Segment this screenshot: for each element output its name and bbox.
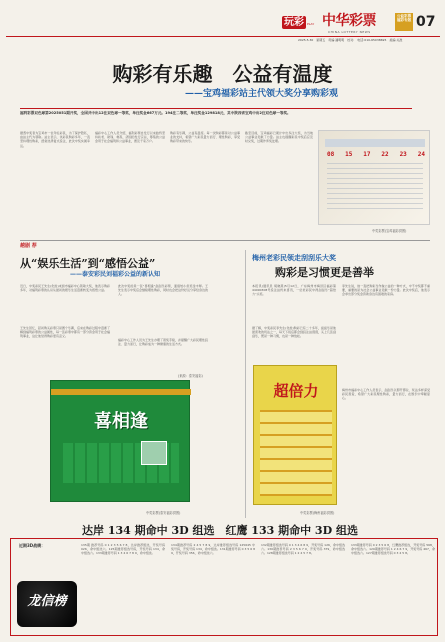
page-number: 07 <box>416 14 436 30</box>
right-col-3: 梅州市福彩中心工作人员表示，刮刮乐以即开即兑、玩法多样深受彩民喜爱，希望广大彩民理性购彩，量力而行，在娱乐中奉献爱心。 <box>342 388 430 401</box>
top-col-3: 购彩有乐趣，公益有温度。每一次购彩都是对公益事业的支持，希望广大彩民量力而行、理性购彩，享受购彩带来的快乐。 <box>170 131 240 144</box>
left-col-3: 此次中奖的是一张“喜相逢”刮刮乐彩票，面值较小但奖金丰厚。王先生表示中奖后会继续理性购彩，同时也会把这份好运分享给身边的人。 <box>118 284 208 297</box>
bottom-banner <box>0 520 445 538</box>
ticket-lines <box>327 163 423 213</box>
paper-name: 中华彩票 <box>322 13 376 29</box>
section-divider <box>20 240 430 241</box>
ticket-number: 15 <box>345 151 353 158</box>
ticket-number-row <box>327 151 425 158</box>
paper-name-en: CHINA LOTTERY NEWS <box>328 30 371 34</box>
recent-label: 近期3D战绩： <box>19 543 46 548</box>
ticket-header <box>325 139 425 147</box>
corner-label: 公益彩票 福彩专版 <box>396 14 412 23</box>
top-col-1: 据悉中奖者为宝鸡市一位年轻彩民，为了保护隐私，由站主代为领取。站主表示，该彩民购彩多年，一直坚持理性购彩，经常选择复式投注，此次中奖实属幸运。 <box>20 131 90 148</box>
right-ticket-photo <box>253 365 337 505</box>
right-photo-caption: 中奖彩票(梅州福彩供图) <box>300 511 335 515</box>
ad-col-4: 133期推荐号码 0 2 3 5 6 8，红鹰推荐组选，开奖号码 568，命中组选六。129期推荐号码 1 2 4 6 7 9，开奖号码 467，命中组选六。127期推荐组选号码 0 3 4 5 8。 <box>351 543 435 556</box>
left-subhead: ——泰安彩民刘福彩公益的新认知 <box>70 271 161 278</box>
top-photo <box>318 130 430 225</box>
left-ticket-photo <box>50 380 190 502</box>
ticket-number: 24 <box>417 151 425 158</box>
right-ticket-title: 超倍力 <box>273 382 319 400</box>
ad-col-2: 134期推荐号码 2 4 5 7 8 9，达岸推荐组选号码 125645 中奖号码，开奖号码 134，命中组选。131期推荐号码 0 3 5 6 8 9，开奖号码 356，命中组选六。 <box>171 543 255 556</box>
left-col-4: 福彩中心工作人员为王先生办理了领奖手续，并提醒广大彩民理性投注、量力而行，让购彩成为一种健康的生活方式。 <box>118 338 208 347</box>
ticket-number: 08 <box>327 151 335 158</box>
masthead <box>0 0 445 46</box>
section-sub: PLAY <box>307 22 315 26</box>
right-headline: 购彩是习惯更是善举 <box>275 266 374 279</box>
ad-box <box>10 538 438 636</box>
top-headline: 购彩有乐趣 公益有温度 <box>112 62 333 86</box>
right-intro: 本报讯(通讯员 胡晓燕)5月12日，广东梅州市梅县区福彩第44090308号投注站传来喜讯，一位老彩民中得刮刮乐“超倍力”头奖。 <box>252 284 336 297</box>
section-label: 玩彩 <box>284 17 304 28</box>
right-col-2: 李先生说，他一直把购彩当作做公益的一种方式，中不中奖都不重要，重要的是为社会公益事业贡献一份力量。此次中奖后，他表示会拿出部分奖金资助身边有困难的家庭。 <box>342 284 430 297</box>
left-col-1: 近日，中奖彩民王先生(化姓)来到市福彩中心领取大奖，他表示购彩多年，对福利彩票的认识从最初的娱乐生活逐渐转变为感悟公益。 <box>20 284 110 293</box>
logo-text: 龙信榜 <box>27 594 67 609</box>
left-ticket-scratch-box <box>141 441 167 465</box>
top-col-2: 福彩中心工作人员介绍，福利彩票自发行以来始终坚持扶老、助残、救孤、济困的发行宗旨，筹集的公益金用于社会福利和公益事业，惠及千家万户。 <box>95 131 165 144</box>
right-kicker: 梅州老彩民领走刮刮乐大奖 <box>252 253 336 262</box>
left-kicker: 越剧 荐 <box>20 243 37 249</box>
left-ticket-title: 喜相逢 <box>94 411 148 432</box>
ticket-number: 23 <box>399 151 407 158</box>
left-photo-caption: 中奖彩票(泰安福彩供图) <box>146 511 181 515</box>
masthead-rule <box>6 36 440 37</box>
ticket-number: 22 <box>381 151 389 158</box>
top-col-4: 截至目前，宝鸡福彩已累计中出多注大奖，为当地公益事业贡献了力量。站主也提醒彩民中奖后应及时兑奖，过期作弃奖处理。 <box>245 131 313 144</box>
top-photo-caption: 中奖彩票(宝鸡福彩供图) <box>372 229 407 233</box>
left-headline: 从“娱乐生活”到“感悟公益” <box>20 257 156 270</box>
right-ticket-grid <box>260 410 332 496</box>
date-line: 2025.5.30 星期五 责编:潘明明 校对: 电话:010-65038695 美编:关准 <box>298 38 403 42</box>
top-subhead: ——宝鸡福彩站主代领大奖分享购彩观 <box>185 89 339 99</box>
right-col-1: 据了解，中奖彩民李先生(化姓)购彩已有二十多年，刮刮乐是他最喜欢的玩法之一，每天下班后都会到投注站逛逛，买上几张刮刮乐，既是一种习惯，也是一种放松。 <box>252 326 336 339</box>
left-col-2: 王先生回忆，起初购买彩票只是图个乐趣，后来在购彩过程中逐渐了解到福利彩票的公益属性，每一张彩票中都有一部分资金用于社会福利事业，这让他觉得购彩更有意义。 <box>20 326 110 339</box>
top-lead-text: 福利彩票双色球第2025051期开奖，全国共中出12注双色球一等奖，单注奖金667万元。194注二等奖，单注奖金129818元，其中陕西省宝鸡中出2注双色球一等奖。 <box>20 111 291 115</box>
top-lead <box>20 108 412 126</box>
banner-text: 达岸 134 期命中 3D 组选 红鹰 133 期命中 3D 组选 <box>82 524 358 537</box>
left-ticket-stripe <box>51 389 191 395</box>
ticket-number: 17 <box>363 151 371 158</box>
ad-col-3: 132期推荐组选号码 0 1 3 4 6 8 9，开奖号码 126，命中组选六。130期推荐号码 2 3 5 6 7 9，开奖号码 379，命中组选六。128期推荐组选号码 1 2 4 5 7 8。 <box>261 543 345 556</box>
column-divider <box>245 250 246 518</box>
left-byline: (来源：泰安福彩) <box>178 374 203 378</box>
ad-col-1: 135期 推荐号码 0 1 2 3 5 6 7 8，达岸推荐组选，开奖号码 026，命中组选六。125期推荐组选号码，开奖号码 134，命中组选六。133期推荐号码 1 3 4 6 7 8 9，命中组选。 <box>81 543 165 556</box>
